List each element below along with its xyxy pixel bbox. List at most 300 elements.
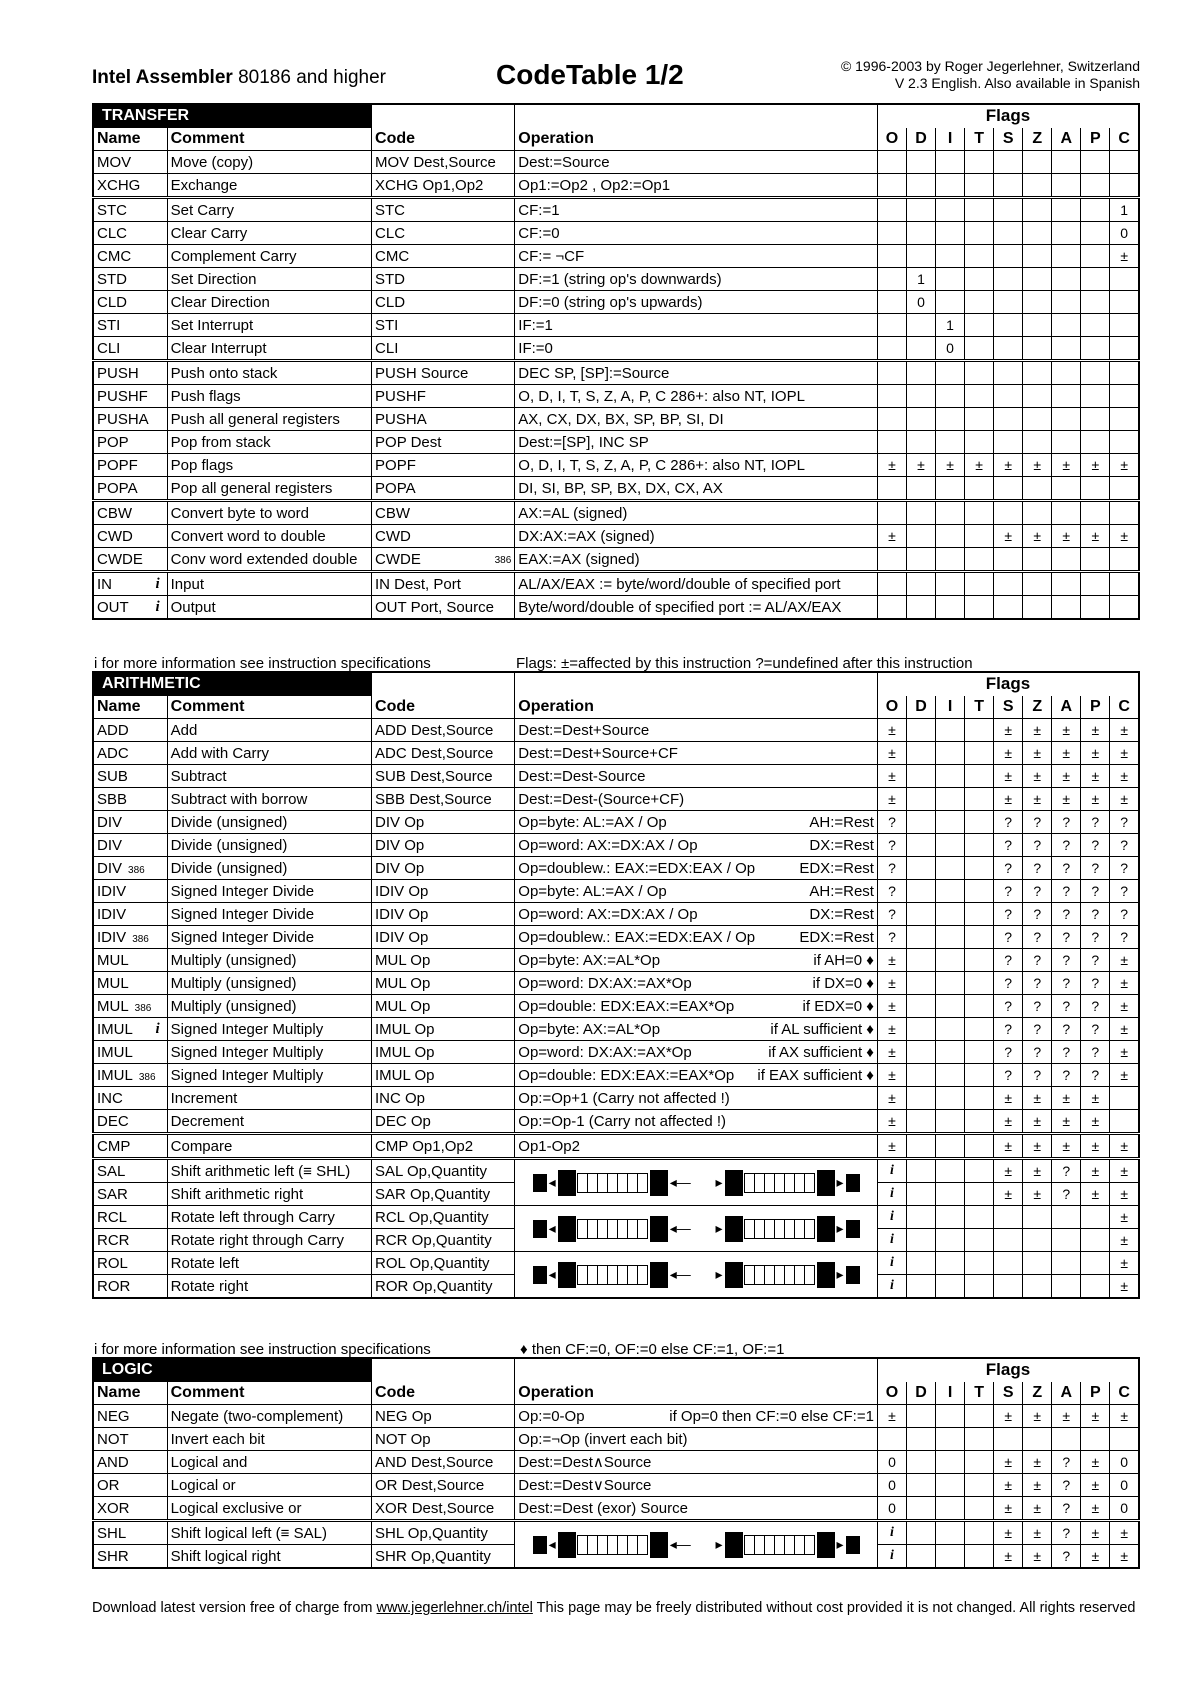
flag-cell-d xyxy=(907,572,936,596)
carry-flag-box xyxy=(846,1220,860,1238)
flag-cell-s: ± xyxy=(994,742,1023,765)
flag-cell-a: ± xyxy=(1052,1110,1081,1134)
flag-cell-z: ? xyxy=(1023,926,1052,949)
flag-cell-a xyxy=(1052,245,1081,268)
instruction-code xyxy=(372,151,515,174)
flag-cell-p: ± xyxy=(1081,765,1110,788)
column-header-name: Name xyxy=(93,696,167,719)
instruction-operation xyxy=(515,525,878,548)
table-row xyxy=(93,245,1139,268)
table-row xyxy=(93,1159,1139,1183)
flag-cell-z xyxy=(1023,501,1052,525)
instruction-mnemonic: ROL xyxy=(97,1254,128,1272)
shift-diagram-rcl xyxy=(518,1216,874,1242)
flag-cell-o: ? xyxy=(877,857,906,880)
flag-header-t: T xyxy=(965,128,994,151)
flag-cell-o xyxy=(877,151,906,174)
table-row xyxy=(93,291,1139,314)
register-bits xyxy=(556,1532,670,1558)
instruction-mnemonic: POPA xyxy=(97,479,138,497)
flag-cell-z: ? xyxy=(1023,834,1052,857)
instruction-code xyxy=(372,572,515,596)
title-spacer xyxy=(372,104,515,128)
instruction-mnemonic: STI xyxy=(97,316,121,334)
flag-header-s: S xyxy=(994,696,1023,719)
operation-text: Op1:=Op2 , Op2:=Op1 xyxy=(518,176,671,194)
instruction-name xyxy=(93,788,167,811)
flag-cell-i xyxy=(936,1064,965,1087)
flag-cell-a xyxy=(1052,1206,1081,1229)
footer-link[interactable]: www.jegerlehner.ch/intel xyxy=(376,1600,533,1616)
flag-cell-z xyxy=(1023,1428,1052,1451)
flag-cell-t xyxy=(965,1183,994,1206)
flag-cell-c xyxy=(1110,361,1139,385)
operation-note: DX:=Rest xyxy=(809,836,874,854)
flag-cell-s: ? xyxy=(994,857,1023,880)
instruction-comment: Clear Interrupt xyxy=(167,337,371,361)
flag-cell-i xyxy=(936,1110,965,1134)
flag-cell-t xyxy=(965,1545,994,1569)
flag-cell-t xyxy=(965,1474,994,1497)
flag-cell-z: ? xyxy=(1023,1041,1052,1064)
flag-cell-o: ± xyxy=(877,1134,906,1159)
flag-cell-c: ± xyxy=(1110,1275,1139,1299)
flag-cell-t xyxy=(965,1451,994,1474)
flag-cell-i xyxy=(936,972,965,995)
operation-text: AL/AX/EAX := byte/word/double of specified port xyxy=(518,575,841,593)
flag-cell-t xyxy=(965,431,994,454)
flag-cell-c: 0 xyxy=(1110,1474,1139,1497)
code-syntax: DIV Op xyxy=(375,813,425,831)
flag-cell-i: ± xyxy=(936,454,965,477)
code-syntax: IN Dest, Port xyxy=(375,575,461,593)
instruction-mnemonic: SHL xyxy=(97,1524,127,1542)
flag-cell-a: ? xyxy=(1052,857,1081,880)
flag-cell-p: ? xyxy=(1081,834,1110,857)
instruction-mnemonic: INC xyxy=(97,1089,123,1107)
code-syntax: POPA xyxy=(375,479,416,497)
instruction-comment: Conv word extended double xyxy=(167,548,371,572)
instruction-comment: Multiply (unsigned) xyxy=(167,995,371,1018)
title-spacer xyxy=(515,104,878,128)
flags-header: Flags xyxy=(877,1358,1139,1382)
instruction-mnemonic: CLD xyxy=(97,293,128,311)
flag-cell-s xyxy=(994,268,1023,291)
table-row xyxy=(93,596,1139,620)
operation-diagram xyxy=(515,1252,878,1299)
flag-cell-a: ± xyxy=(1052,1134,1081,1159)
column-header-comment: Comment xyxy=(167,696,371,719)
flag-cell-t xyxy=(965,788,994,811)
instruction-code xyxy=(372,1041,515,1064)
operation-text: IF:=1 xyxy=(518,316,553,334)
flag-cell-a: ± xyxy=(1052,765,1081,788)
flag-cell-p: ? xyxy=(1081,1041,1110,1064)
flag-cell-c: 0 xyxy=(1110,1451,1139,1474)
instruction-mnemonic: MUL xyxy=(97,951,129,969)
flag-cell-s: ± xyxy=(994,719,1023,742)
flag-cell-c: ± xyxy=(1110,454,1139,477)
table-row xyxy=(93,1497,1139,1521)
table-row xyxy=(93,811,1139,834)
column-header-name: Name xyxy=(93,1382,167,1405)
operation-text: AX:=AL (signed) xyxy=(518,504,628,522)
instruction-operation xyxy=(515,431,878,454)
table-row xyxy=(93,995,1139,1018)
flag-cell-c: ± xyxy=(1110,1521,1139,1545)
section-title-row xyxy=(93,1358,1139,1382)
diagram-right xyxy=(716,1262,862,1288)
flag-cell-c xyxy=(1110,431,1139,454)
flag-cell-t xyxy=(965,501,994,525)
flag-cell-a: ± xyxy=(1052,1405,1081,1428)
flag-header-d: D xyxy=(907,696,936,719)
flag-cell-c xyxy=(1110,174,1139,198)
flag-cell-o: i xyxy=(877,1159,906,1183)
instruction-mnemonic: CWD xyxy=(97,527,133,545)
operation-text: Dest:=Dest∧Source xyxy=(518,1454,652,1471)
instruction-comment: Signed Integer Divide xyxy=(167,926,371,949)
flag-cell-z: ± xyxy=(1023,1110,1052,1134)
flag-cell-c: ± xyxy=(1110,1018,1139,1041)
flag-cell-c: ± xyxy=(1110,1229,1139,1252)
table-row xyxy=(93,1134,1139,1159)
section-note xyxy=(92,653,1140,673)
flag-cell-p: ± xyxy=(1081,1183,1110,1206)
arrow-icon: ▸ xyxy=(836,1220,844,1236)
flag-cell-a xyxy=(1052,174,1081,198)
register-bits xyxy=(723,1216,837,1242)
instruction-mnemonic: DIV xyxy=(97,836,123,854)
flag-cell-a xyxy=(1052,385,1081,408)
table-row xyxy=(93,385,1139,408)
table-row xyxy=(93,719,1139,742)
table-row xyxy=(93,788,1139,811)
flag-cell-i xyxy=(936,151,965,174)
instruction-name xyxy=(93,1206,167,1229)
flag-cell-t xyxy=(965,291,994,314)
code-syntax: INC Op xyxy=(375,1089,426,1107)
flag-cell-d xyxy=(907,1159,936,1183)
instruction-code xyxy=(372,1183,515,1206)
flag-cell-p: ? xyxy=(1081,995,1110,1018)
instruction-mnemonic: CBW xyxy=(97,504,132,522)
instruction-name xyxy=(93,314,167,337)
flag-header-c: C xyxy=(1110,128,1139,151)
flag-cell-d xyxy=(907,1428,936,1451)
instruction-code xyxy=(372,1474,515,1497)
flag-cell-s: ? xyxy=(994,811,1023,834)
flag-cell-a: ? xyxy=(1052,1451,1081,1474)
table-row xyxy=(93,834,1139,857)
operation-text: Op=word: AX:=DX:AX / Op xyxy=(518,836,698,854)
flag-cell-z: ± xyxy=(1023,788,1052,811)
instruction-mnemonic: STC xyxy=(97,201,127,219)
flag-cell-z xyxy=(1023,1252,1052,1275)
flag-cell-p: ± xyxy=(1081,1087,1110,1110)
flag-cell-t xyxy=(965,1252,994,1275)
flag-cell-a: ± xyxy=(1052,742,1081,765)
flag-header-t: T xyxy=(965,696,994,719)
flag-cell-i xyxy=(936,525,965,548)
flag-cell-c: ± xyxy=(1110,949,1139,972)
flag-cell-t xyxy=(965,1275,994,1299)
flag-cell-s: ± xyxy=(994,1497,1023,1521)
flag-header-o: O xyxy=(877,1382,906,1405)
table-row xyxy=(93,1018,1139,1041)
flag-cell-i xyxy=(936,1428,965,1451)
flag-cell-t xyxy=(965,1110,994,1134)
instruction-mnemonic: MUL xyxy=(97,997,129,1015)
flag-cell-s: ? xyxy=(994,903,1023,926)
code-syntax: XOR Dest,Source xyxy=(375,1499,495,1517)
flag-cell-p: ± xyxy=(1081,1159,1110,1183)
instruction-name xyxy=(93,454,167,477)
operation-note: if EAX sufficient ♦ xyxy=(757,1066,874,1084)
instruction-comment: Negate (two-complement) xyxy=(167,1405,371,1428)
flag-cell-a: ? xyxy=(1052,1159,1081,1183)
code-syntax: RCL Op,Quantity xyxy=(375,1208,489,1226)
table-row xyxy=(93,1451,1139,1474)
instruction-name xyxy=(93,572,167,596)
flag-cell-a xyxy=(1052,337,1081,361)
flag-cell-d xyxy=(907,501,936,525)
flag-cell-z: ? xyxy=(1023,995,1052,1018)
flag-cell-o: ± xyxy=(877,454,906,477)
flag-cell-o: i xyxy=(877,1229,906,1252)
table-row xyxy=(93,1405,1139,1428)
instruction-name xyxy=(93,926,167,949)
flag-cell-p xyxy=(1081,572,1110,596)
flag-cell-p: ? xyxy=(1081,1018,1110,1041)
flag-cell-c: ± xyxy=(1110,742,1139,765)
instruction-comment: Rotate right xyxy=(167,1275,371,1299)
flag-cell-z xyxy=(1023,314,1052,337)
flag-cell-d xyxy=(907,337,936,361)
arrow-icon: ▸ xyxy=(836,1174,844,1190)
flag-cell-s xyxy=(994,548,1023,572)
instruction-mnemonic: POP xyxy=(97,433,129,451)
instruction-operation xyxy=(515,834,878,857)
flag-header-a: A xyxy=(1052,1382,1081,1405)
instruction-name xyxy=(93,1183,167,1206)
flag-header-z: Z xyxy=(1023,1382,1052,1405)
flag-cell-s: ± xyxy=(994,1451,1023,1474)
flag-header-c: C xyxy=(1110,696,1139,719)
table-row xyxy=(93,1206,1139,1229)
flag-cell-d xyxy=(907,1018,936,1041)
flag-cell-d xyxy=(907,408,936,431)
page-header xyxy=(92,55,1140,97)
flag-cell-a xyxy=(1052,477,1081,501)
instruction-code xyxy=(372,1206,515,1229)
flag-cell-o: i xyxy=(877,1183,906,1206)
flag-cell-s: ± xyxy=(994,1159,1023,1183)
instruction-operation xyxy=(515,765,878,788)
flag-header-o: O xyxy=(877,128,906,151)
instruction-code xyxy=(372,788,515,811)
instruction-comment: Logical and xyxy=(167,1451,371,1474)
section-title-row xyxy=(93,104,1139,128)
code-syntax: IDIV Op xyxy=(375,905,429,923)
operation-text: DF:=1 (string op's downwards) xyxy=(518,270,722,288)
flag-cell-i xyxy=(936,596,965,620)
arrow-icon: ◂— xyxy=(669,1266,691,1282)
instruction-name xyxy=(93,1521,167,1545)
code-syntax: CMC xyxy=(375,247,410,265)
code-syntax: STC xyxy=(375,201,406,219)
flag-cell-a: ? xyxy=(1052,1474,1081,1497)
flag-cell-p: ± xyxy=(1081,1521,1110,1545)
flag-cell-i xyxy=(936,765,965,788)
table-logic xyxy=(92,1357,1140,1569)
flag-cell-d xyxy=(907,788,936,811)
instruction-name xyxy=(93,972,167,995)
instruction-mnemonic: CMC xyxy=(97,247,132,265)
instruction-name xyxy=(93,596,167,620)
instruction-mnemonic: SBB xyxy=(97,790,128,808)
table-row xyxy=(93,1110,1139,1134)
flag-cell-s: ? xyxy=(994,926,1023,949)
flag-cell-o: 0 xyxy=(877,1451,906,1474)
code-syntax: SAR Op,Quantity xyxy=(375,1185,491,1203)
instruction-code xyxy=(372,880,515,903)
operation-text: Byte/word/double of specified port := AL/AX/EAX xyxy=(518,598,842,616)
flag-cell-p: ± xyxy=(1081,454,1110,477)
instruction-operation xyxy=(515,995,878,1018)
flag-header-p: P xyxy=(1081,128,1110,151)
flag-cell-i xyxy=(936,268,965,291)
flag-cell-d xyxy=(907,1206,936,1229)
flag-cell-c: ± xyxy=(1110,1041,1139,1064)
flag-cell-t xyxy=(965,765,994,788)
flag-cell-c: ± xyxy=(1110,1183,1139,1206)
column-header-code: Code xyxy=(372,128,515,151)
flag-cell-s: ? xyxy=(994,1064,1023,1087)
instruction-mnemonic: SUB xyxy=(97,767,128,785)
flag-header-i: I xyxy=(936,1382,965,1405)
flag-cell-s xyxy=(994,431,1023,454)
arrow-icon: ◂— xyxy=(669,1220,691,1236)
flag-cell-c: ? xyxy=(1110,834,1139,857)
lsb-box xyxy=(817,1532,835,1558)
instruction-operation xyxy=(515,880,878,903)
flag-cell-s xyxy=(994,222,1023,245)
instruction-name xyxy=(93,1018,167,1041)
operation-text: Op=byte: AX:=AL*Op xyxy=(518,1020,661,1038)
instruction-operation xyxy=(515,1087,878,1110)
operation-text: CF:= ¬CF xyxy=(518,247,585,265)
instruction-operation xyxy=(515,742,878,765)
column-header-operation: Operation xyxy=(515,128,878,151)
diagram-left xyxy=(531,1170,691,1196)
carry-flag-box xyxy=(533,1220,547,1238)
flag-cell-o: ± xyxy=(877,1041,906,1064)
flag-cell-a: ? xyxy=(1052,995,1081,1018)
table-row xyxy=(93,314,1139,337)
column-header-row xyxy=(93,696,1139,719)
instruction-code xyxy=(372,1405,515,1428)
flag-cell-p: ± xyxy=(1081,525,1110,548)
flag-cell-s: ± xyxy=(994,1183,1023,1206)
flag-cell-s xyxy=(994,151,1023,174)
instruction-name xyxy=(93,903,167,926)
instruction-name xyxy=(93,1159,167,1183)
flag-cell-s: ? xyxy=(994,995,1023,1018)
instruction-code xyxy=(372,337,515,361)
flag-cell-o: ± xyxy=(877,1087,906,1110)
flag-cell-s: ± xyxy=(994,454,1023,477)
flag-cell-t xyxy=(965,1018,994,1041)
flag-cell-d xyxy=(907,314,936,337)
flag-cell-c xyxy=(1110,1428,1139,1451)
flag-cell-d xyxy=(907,1451,936,1474)
flag-cell-o: ± xyxy=(877,765,906,788)
instruction-code xyxy=(372,1018,515,1041)
flag-cell-o: ± xyxy=(877,972,906,995)
instruction-comment: Convert byte to word xyxy=(167,501,371,525)
column-header-code: Code xyxy=(372,696,515,719)
operation-text: Op=double: EDX:EAX:=EAX*Op xyxy=(518,1066,735,1084)
flag-cell-s xyxy=(994,1229,1023,1252)
flag-cell-i xyxy=(936,857,965,880)
operation-note: if DX=0 ♦ xyxy=(812,974,874,992)
flag-cell-p xyxy=(1081,174,1110,198)
instruction-name xyxy=(93,880,167,903)
flag-cell-o xyxy=(877,1428,906,1451)
instruction-name xyxy=(93,719,167,742)
flag-cell-a xyxy=(1052,1229,1081,1252)
carry-flag-box xyxy=(846,1174,860,1192)
code-syntax: ADD Dest,Source xyxy=(375,721,494,739)
flag-cell-a xyxy=(1052,408,1081,431)
flag-cell-c: ± xyxy=(1110,972,1139,995)
code-syntax: IMUL Op xyxy=(375,1066,435,1084)
flag-cell-t xyxy=(965,151,994,174)
instruction-code xyxy=(372,1252,515,1275)
instruction-code xyxy=(372,1545,515,1569)
bit-box xyxy=(804,1535,815,1555)
flag-cell-c xyxy=(1110,548,1139,572)
instruction-code xyxy=(372,454,515,477)
flags-header: Flags xyxy=(877,672,1139,696)
info-icon: i xyxy=(155,598,160,615)
arrow-icon: ◂ xyxy=(548,1174,556,1190)
flag-cell-c xyxy=(1110,1087,1139,1110)
flag-cell-i xyxy=(936,1252,965,1275)
column-header-operation: Operation xyxy=(515,696,878,719)
operation-text: Op:=¬Op (invert each bit) xyxy=(518,1430,688,1448)
flag-cell-s xyxy=(994,572,1023,596)
instruction-comment: Divide (unsigned) xyxy=(167,834,371,857)
table-row xyxy=(93,525,1139,548)
note-right: ♦ then CF:=0, OF:=0 else CF:=1, OF:=1 xyxy=(520,1341,785,1358)
flag-cell-i xyxy=(936,1405,965,1428)
instruction-comment: Signed Integer Multiply xyxy=(167,1041,371,1064)
flag-header-c: C xyxy=(1110,1382,1139,1405)
instruction-code xyxy=(372,811,515,834)
code-syntax: XCHG Op1,Op2 xyxy=(375,176,484,194)
flag-cell-o: ± xyxy=(877,742,906,765)
instruction-name xyxy=(93,834,167,857)
table-row xyxy=(93,548,1139,572)
instruction-name xyxy=(93,174,167,198)
flag-cell-s xyxy=(994,1428,1023,1451)
flag-cell-p xyxy=(1081,1229,1110,1252)
instruction-mnemonic: IN xyxy=(97,575,112,593)
flag-cell-p xyxy=(1081,198,1110,222)
lsb-box xyxy=(817,1216,835,1242)
